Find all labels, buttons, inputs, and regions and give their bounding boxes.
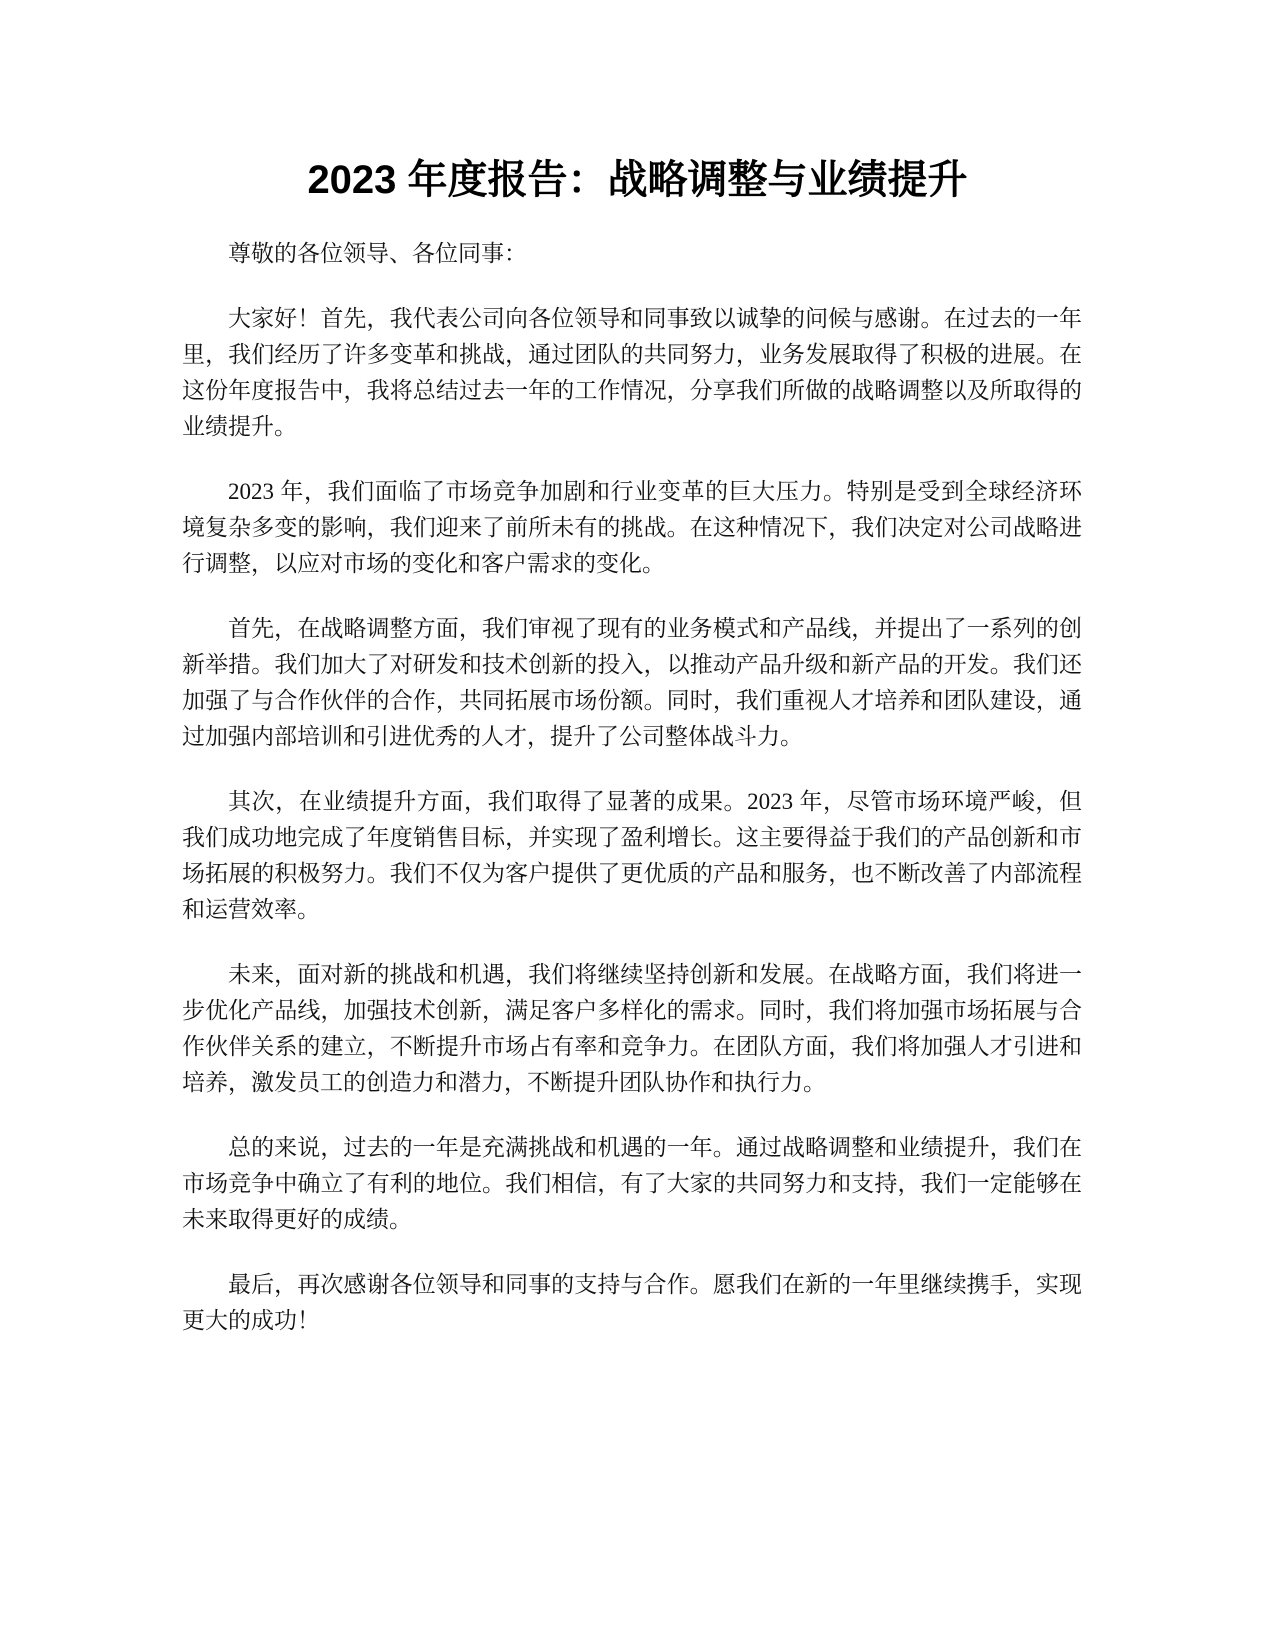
- document-title: 2023 年度报告：战略调整与业绩提升: [307, 158, 968, 202]
- paragraph-future: 未来，面对新的挑战和机遇，我们将继续坚持创新和发展。在战略方面，我们将进一步优化产品线，加强技术创新，满足客户多样化的需求。同时，我们将加强市场拓展与合作伙伴关系的建立，不断提升市场占有率和竞争力。在团队方面，我们将加强人才引进和培养，激发员工的创造力和潜力，不断提升团队协作和执行力。: [182, 962, 1082, 1095]
- paragraph-salutation: 尊敬的各位领导、各位同事：: [228, 241, 527, 266]
- paragraph-performance: 其次，在业绩提升方面，我们取得了显著的成果。2023 年，尽管市场环境严峻，但我们成功地完成了年度销售目标，并实现了盈利增长。这主要得益于我们的产品创新和市场拓展的积极努力。我们不仅为客户提供了更优质的产品和服务，也不断改善了内部流程和运营效率。: [182, 789, 1082, 922]
- paragraph-strategy: 首先，在战略调整方面，我们审视了现有的业务模式和产品线，并提出了一系列的创新举措。我们加大了对研发和技术创新的投入，以推动产品升级和新产品的开发。我们还加强了与合作伙伴的合作，共同拓展市场份额。同时，我们重视人才培养和团队建设，通过加强内部培训和引进优秀的人才，提升了公司整体战斗力。: [182, 616, 1082, 749]
- paragraph-challenges: 2023 年，我们面临了市场竞争加剧和行业变革的巨大压力。特别是受到全球经济环境复杂多变的影响，我们迎来了前所未有的挑战。在这种情况下，我们决定对公司战略进行调整，以应对市场的变化和客户需求的变化。: [182, 479, 1082, 576]
- paragraph-greeting: 大家好！首先，我代表公司向各位领导和同事致以诚挚的问候与感谢。在过去的一年里，我们经历了许多变革和挑战，通过团队的共同努力，业务发展取得了积极的进展。在这份年度报告中，我将总结过去一年的工作情况，分享我们所做的战略调整以及所取得的业绩提升。: [182, 306, 1082, 439]
- document-body: [182, 236, 1082, 1368]
- paragraph-summary: 总的来说，过去的一年是充满挑战和机遇的一年。通过战略调整和业绩提升，我们在市场竞争中确立了有利的地位。我们相信，有了大家的共同努力和支持，我们一定能够在未来取得更好的成绩。: [182, 1135, 1082, 1232]
- paragraph-closing: 最后，再次感谢各位领导和同事的支持与合作。愿我们在新的一年里继续携手，实现更大的成功！: [182, 1272, 1082, 1333]
